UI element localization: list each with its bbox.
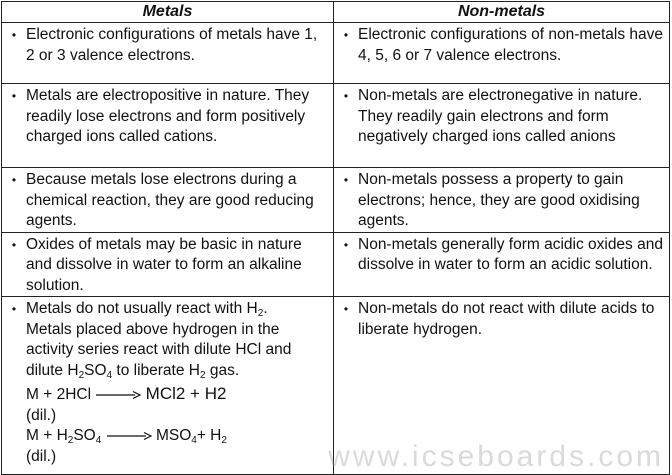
nonmetals-cell xyxy=(334,84,670,168)
bullet-icon: • xyxy=(11,237,17,252)
nonmetals-cell xyxy=(334,168,670,233)
metals-text: Electronic configurations of metals have 1, 2 or 3 valence electrons. xyxy=(26,26,318,64)
metals-cell xyxy=(2,23,334,84)
table-row xyxy=(2,23,670,84)
metals-text xyxy=(26,299,329,467)
metals-cell xyxy=(2,168,334,233)
nonmetals-text: Non-metals do not react with dilute acids to liberate hydrogen. xyxy=(358,300,655,338)
header-nonmetals: Non-metals xyxy=(334,2,670,23)
header-row xyxy=(2,2,670,23)
bullet-icon: • xyxy=(343,28,349,42)
bullet-icon: • xyxy=(343,302,349,316)
bullet-icon: • xyxy=(11,302,17,316)
metals-text: Metals are electropositive in nature. They readily lose electrons and form positively charged ions called cations. xyxy=(26,87,310,145)
equation-2: $M + H_2SO_4$ $MSO_4+ H_2$ xyxy=(26,427,227,446)
metals-cell xyxy=(2,232,334,297)
nonmetals-cell xyxy=(334,23,670,84)
metals-cell xyxy=(2,297,334,475)
equation-1-dilute-label: (dil.) xyxy=(26,406,57,424)
arrow-icon xyxy=(106,431,152,441)
bullet-icon: • xyxy=(343,173,349,187)
bullet-icon: • xyxy=(343,237,349,252)
metals-line-1: Metals do not usually react with $H_2$. xyxy=(26,300,268,319)
table-row xyxy=(2,168,670,233)
nonmetals-cell xyxy=(334,232,670,297)
metals-line-2: Metals placed above hydrogen in the activity series react with dilute HCl and dilute $H_2SO_4$ to liberate $H_2$ gas. xyxy=(26,320,292,381)
arrow-icon xyxy=(95,390,141,400)
bullet-icon: • xyxy=(11,28,17,42)
nonmetals-text: Electronic configurations of non-metals have 4, 5, 6 or 7 valence electrons. xyxy=(358,26,663,64)
nonmetals-text: Non-metals possess a property to gain electrons; hence, they are good oxidising agents. xyxy=(358,171,640,229)
equation-1: M + 2HCl MCl2 + H2 xyxy=(26,384,227,403)
equation-2-dilute-label: (dil.) xyxy=(26,447,57,465)
table-row xyxy=(2,297,670,475)
bullet-icon: • xyxy=(343,89,349,103)
nonmetals-text: Non-metals are electronegative in nature. They readily gain electrons and form negatively charged ions called anions xyxy=(358,87,643,145)
bullet-icon: • xyxy=(11,173,17,187)
comparison-table xyxy=(1,1,670,475)
metals-cell xyxy=(2,84,334,168)
metals-text: Oxides of metals may be basic in nature and dissolve in water to form an alkaline solution. xyxy=(26,235,302,294)
nonmetals-text: Non-metals generally form acidic oxides and dissolve in water to form an acidic solution. xyxy=(358,235,663,273)
table-row xyxy=(2,84,670,168)
metals-text: Because metals lose electrons during a chemical reaction, they are good reducing agents. xyxy=(26,171,314,229)
watermark: www.icseboards.com xyxy=(328,440,664,473)
nonmetals-cell xyxy=(334,297,670,475)
table-row xyxy=(2,232,670,297)
header-metals: Metals xyxy=(2,2,334,23)
bullet-icon: • xyxy=(11,89,17,103)
